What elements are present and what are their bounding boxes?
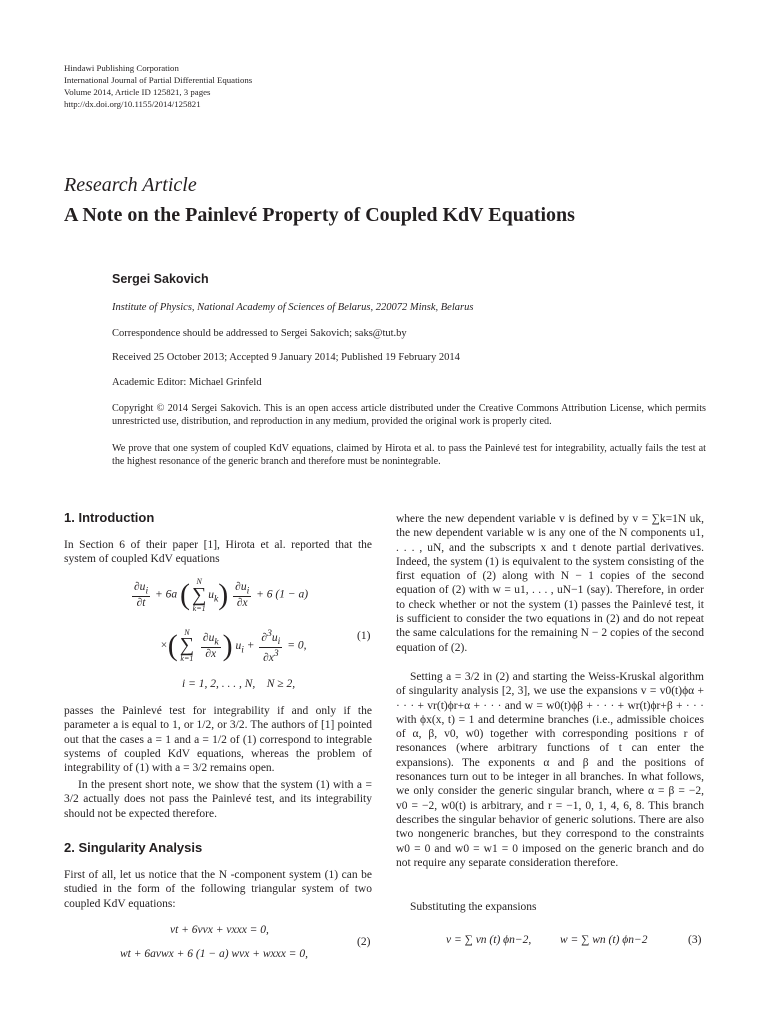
author-name: Sergei Sakovich: [112, 272, 209, 286]
equation-2-number: (2): [357, 936, 371, 948]
intro-paragraph-2: passes the Painlevé test for integrability if and only if the parameter a is equal to 1, or 1/2, or 3/2. The authors of [1] pointed out that the cases a = 1 and a = 1/2 of (1) correspond to integrable systems of coupled KdV equations, whereas the problem of integrability of (1) with a = 3/2 remains open.: [64, 705, 372, 775]
publisher-line: Hindawi Publishing Corporation: [64, 63, 179, 73]
article-title: A Note on the Painlevé Property of Coupled KdV Equations: [64, 204, 575, 226]
equation-3-number: (3): [688, 934, 702, 946]
right-paragraph-1: where the new dependent variable v is defined by v = ∑k=1N uk, the new dependent variable w is any one of the N components u1, . . . , uN, and the subscripts x and t denote partial derivatives. Indeed, the system (1) is equivalent to the system consisting of the first equation of (2) along with N − 1 copies of the second equation of (2) with w = u1, . . . , uN−1 (say). Therefore, in order to check whether or not the system (1) passes the Painlevé test, it is sufficient to consider the two equations in (2) and do not repeat the same calculations for the remaining N − 2 copies of the second equation of (2).: [396, 513, 704, 654]
singularity-paragraph-1: First of all, let us notice that the N -component system (1) can be studied in the form of the following triangular system of two coupled KdV equations:: [64, 869, 372, 910]
journal-line: International Journal of Partial Differential Equations: [64, 75, 253, 85]
right-paragraph-2: Setting a = 3/2 in (2) and starting the Weiss-Kruskal algorithm of singularity analysis [2, 3], we use the expansions v = v0(t)ϕα + · · · + vr(t)ϕr+α + · · · and w = w0(t)ϕβ + · · · + wr(t)ϕr+β + · · · with ϕx(x, t) = 1 and determine branches (i.e., admissible choices of α, β, v0, w0) together with corresponding positions r of resonances (where arbitrary functions of t can enter the expansions). The exponents α and β and the positions of resonances turn out to be integer in all branches. In what follows, we only consider the generic singular branch, where α = β = −2, v0 = −2, w0(t) is arbitrary, and r = −1, 0, 1, 4, 6, 8. This branch describes the singular behavior of generic solutions. There are also two nongeneric branches, but they correspond to the constraints w0 = 0 and w0 = w1 = 0 imposed on the generic branch and do not require any separate consideration therefore.: [396, 671, 704, 869]
equation-2-line-1: vt + 6vvx + vxxx = 0,: [170, 924, 269, 936]
equation-1-condition: i = 1, 2, . . . , N, N ≥ 2,: [182, 678, 296, 690]
copyright-notice: Copyright © 2014 Sergei Sakovich. This is an open access article distributed under the Creative Commons Attribution License, which permits unrestricted use, distribution, and reproduction in any medium, provided the original work is properly cited.: [112, 403, 706, 427]
equation-3-w: w = ∑ wn (t) ϕn−2: [560, 934, 648, 946]
doi-link[interactable]: http://dx.doi.org/10.1155/2014/125821: [64, 99, 201, 109]
equation-1-number: (1): [357, 630, 371, 642]
equation-3-v: v = ∑ vn (t) ϕn−2,: [446, 934, 532, 946]
dates: Received 25 October 2013; Accepted 9 January 2014; Published 19 February 2014: [112, 352, 460, 363]
volume-line: Volume 2014, Article ID 125821, 3 pages: [64, 87, 211, 97]
article-type: Research Article: [64, 174, 197, 196]
equation-1-line-2: ×( N ∑ k=1 $\frac{\partial u_k}{\partial x}$ ) $u_i$ + $\frac{\partial^3u_i}{\partial x^3}$ = 0,: [160, 627, 307, 664]
intro-heading: 1. Introduction: [64, 510, 155, 525]
intro-paragraph-1: In Section 6 of their paper [1], Hirota et al. reported that the system of coupled KdV equations: [64, 539, 372, 566]
abstract: We prove that one system of coupled KdV equations, claimed by Hirota et al. to pass the Painlevé test for integrability, actually fails the test at the highest resonance of the generic branch and therefore must be nonintegrable.: [112, 443, 706, 467]
singularity-heading: 2. Singularity Analysis: [64, 840, 203, 855]
intro-paragraph-3: In the present short note, we show that the system (1) with a = 3/2 actually does not pass the Painlevé test, and its integrability should not be expected therefore.: [64, 779, 372, 820]
equation-2-line-2: wt + 6avwx + 6 (1 − a) wvx + wxxx = 0,: [120, 948, 308, 960]
equation-1-line-1: $\frac{\partial u_i}{\partial t}$ + 6a ( N ∑ k=1 $u_k$) $\frac{\partial u_i}{\partial x}$ + 6 (1 − a): [134, 577, 309, 613]
right-paragraph-3: Substituting the expansions: [410, 901, 537, 913]
correspondence: Correspondence should be addressed to Sergei Sakovich; saks@tut.by: [112, 328, 407, 339]
academic-editor: Academic Editor: Michael Grinfeld: [112, 377, 262, 388]
affiliation: Institute of Physics, National Academy of Sciences of Belarus, 220072 Minsk, Belarus: [112, 302, 474, 313]
